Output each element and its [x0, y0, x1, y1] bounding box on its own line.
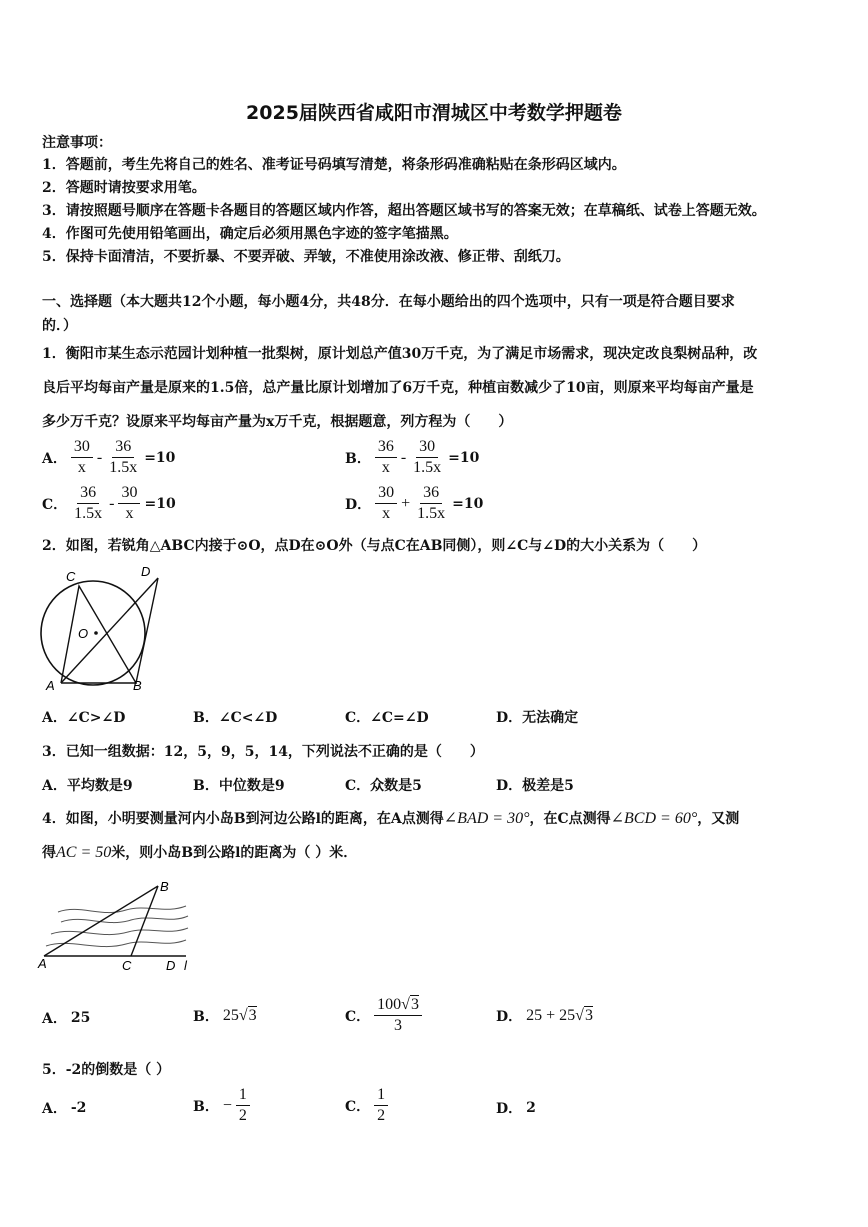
- q1-option-d[interactable]: D． $\frac{30}{x}$ + $\frac{36}{1.5x}$ =10: [345, 484, 484, 522]
- label-a: A: [46, 678, 55, 692]
- river-wave-2: [61, 916, 188, 923]
- river-wave-3: [51, 928, 188, 935]
- q4-option-b[interactable]: B． 25√3: [193, 1007, 257, 1025]
- q4-text-line1: 4．如图，小明要测量河内小岛B到河边公路l的距离，在A点测得∠BAD = 30°，在C点测得∠BCD = 60°，又测: [42, 810, 740, 827]
- circle-o: [41, 581, 145, 685]
- q5-option-d[interactable]: D． 2: [496, 1100, 536, 1117]
- label-c: C: [66, 569, 76, 584]
- q4-angle-bad: ∠BAD = 30°: [443, 810, 530, 827]
- center-dot: [94, 631, 98, 635]
- q4-option-a[interactable]: A． 25: [42, 1010, 91, 1027]
- q4-option-d[interactable]: D． 25 + 25√3: [496, 1007, 593, 1025]
- q2-option-b[interactable]: B．∠C<∠D: [193, 710, 278, 726]
- q4-angle-bcd: ∠BCD = 60°: [610, 810, 698, 827]
- q2-option-d[interactable]: D．无法确定: [496, 710, 579, 726]
- segment-bd: [136, 578, 158, 683]
- segment-cb: [131, 886, 158, 956]
- q5-text: 5．-2的倒数是（ ）: [42, 1062, 171, 1078]
- notice-item-2: 2．答题时请按要求用笔。: [42, 180, 206, 196]
- q4-distance-ac: AC = 50: [56, 844, 112, 861]
- q3-text: 3．已知一组数据：12，5，9，5，14，下列说法不正确的是（ ）: [42, 744, 484, 760]
- label-d: D: [166, 958, 176, 973]
- q2-text: 2．如图，若锐角△ABC内接于⊙O，点D在⊙O外（与点C在AB同侧），则∠C与∠D的大小关系为（ ）: [42, 538, 707, 554]
- q4-text-line2: 得AC = 50米，则小岛B到公路l的距离为（ ）米．: [42, 844, 358, 861]
- notice-item-4: 4．作图可先使用铅笔画出，确定后必须用黑色字迹的签字笔描黑。: [42, 226, 458, 242]
- q3-option-c[interactable]: C．众数是5: [345, 778, 422, 794]
- q2-option-a[interactable]: A．∠C>∠D: [42, 710, 126, 726]
- notice-item-1: 1．答题前，考生先将自己的姓名、准考证号码填写清楚，将条形码准确粘贴在条形码区域内。: [42, 157, 626, 173]
- q5-option-c[interactable]: C． $\frac{1}{2}$: [345, 1086, 388, 1125]
- q1-option-a[interactable]: A． $\frac{30}{x}$ - $\frac{36}{1.5x}$ =10: [42, 438, 176, 476]
- label-c: C: [122, 958, 132, 973]
- label-l: l: [184, 958, 187, 973]
- q2-circle-figure: [36, 560, 166, 692]
- label-o: O: [78, 626, 89, 641]
- label-a: A: [38, 956, 47, 971]
- section-heading-cont: 的．）: [42, 318, 77, 334]
- q1-text-line2: 良后平均每亩产量是原来的1.5倍，总产量比原计划增加了6万千克，种植亩数减少了10亩，则原来平均每亩产量是: [42, 380, 754, 396]
- q4-option-c[interactable]: C． $\frac{100√3}{3}$: [345, 996, 422, 1035]
- notice-item-5: 5．保持卡面清洁，不要折暴、不要弄破、弄皱，不准使用涂改液、修正带、刮纸刀。: [42, 249, 570, 265]
- notice-item-3: 3．请按照题号顺序在答题卡各题目的答题区域内作答，超出答题区域书写的答案无效；在草稿纸、试卷上答题无效。: [42, 203, 766, 219]
- river-wave-1: [58, 906, 186, 913]
- label-d: D: [141, 564, 151, 579]
- q1-text-line1: 1．衡阳市某生态示范园计划种植一批梨树，原计划总产值30万千克，为了满足市场需求，现决定改良梨树品种，改: [42, 346, 758, 362]
- triangle-abc: [61, 586, 136, 683]
- q4-river-figure: [36, 876, 206, 976]
- q1-option-b[interactable]: B． $\frac{36}{x}$ - $\frac{30}{1.5x}$ =10: [345, 438, 480, 476]
- page-title: 2025届陕西省咸阳市渭城区中考数学押题卷: [246, 102, 622, 124]
- q1-option-c[interactable]: C． $\frac{36}{1.5x}$ - $\frac{30}{x}$ =10: [42, 484, 176, 522]
- q3-option-d[interactable]: D．极差是5: [496, 778, 574, 794]
- label-b: B: [160, 879, 169, 894]
- q5-option-b[interactable]: B． − $\frac{1}{2}$: [193, 1086, 250, 1125]
- q2-option-c[interactable]: C．∠C=∠D: [345, 710, 429, 726]
- q3-option-a[interactable]: A．平均数是9: [42, 778, 133, 794]
- segment-ab: [44, 886, 158, 956]
- label-b: B: [133, 678, 142, 692]
- q5-option-a[interactable]: A． -2: [42, 1100, 87, 1117]
- river-wave-4: [46, 940, 186, 947]
- q1-text-line3: 多少万千克？设原来平均每亩产量为x万千克，根据题意，列方程为（ ）: [42, 414, 513, 430]
- q3-option-b[interactable]: B．中位数是9: [193, 778, 285, 794]
- segment-ad: [61, 578, 158, 683]
- notice-heading: 注意事项：: [42, 135, 112, 151]
- section-heading: 一、选择题（本大题共12个小题，每小题4分，共48分．在每小题给出的四个选项中，只有一项是符合题目要求: [42, 294, 735, 310]
